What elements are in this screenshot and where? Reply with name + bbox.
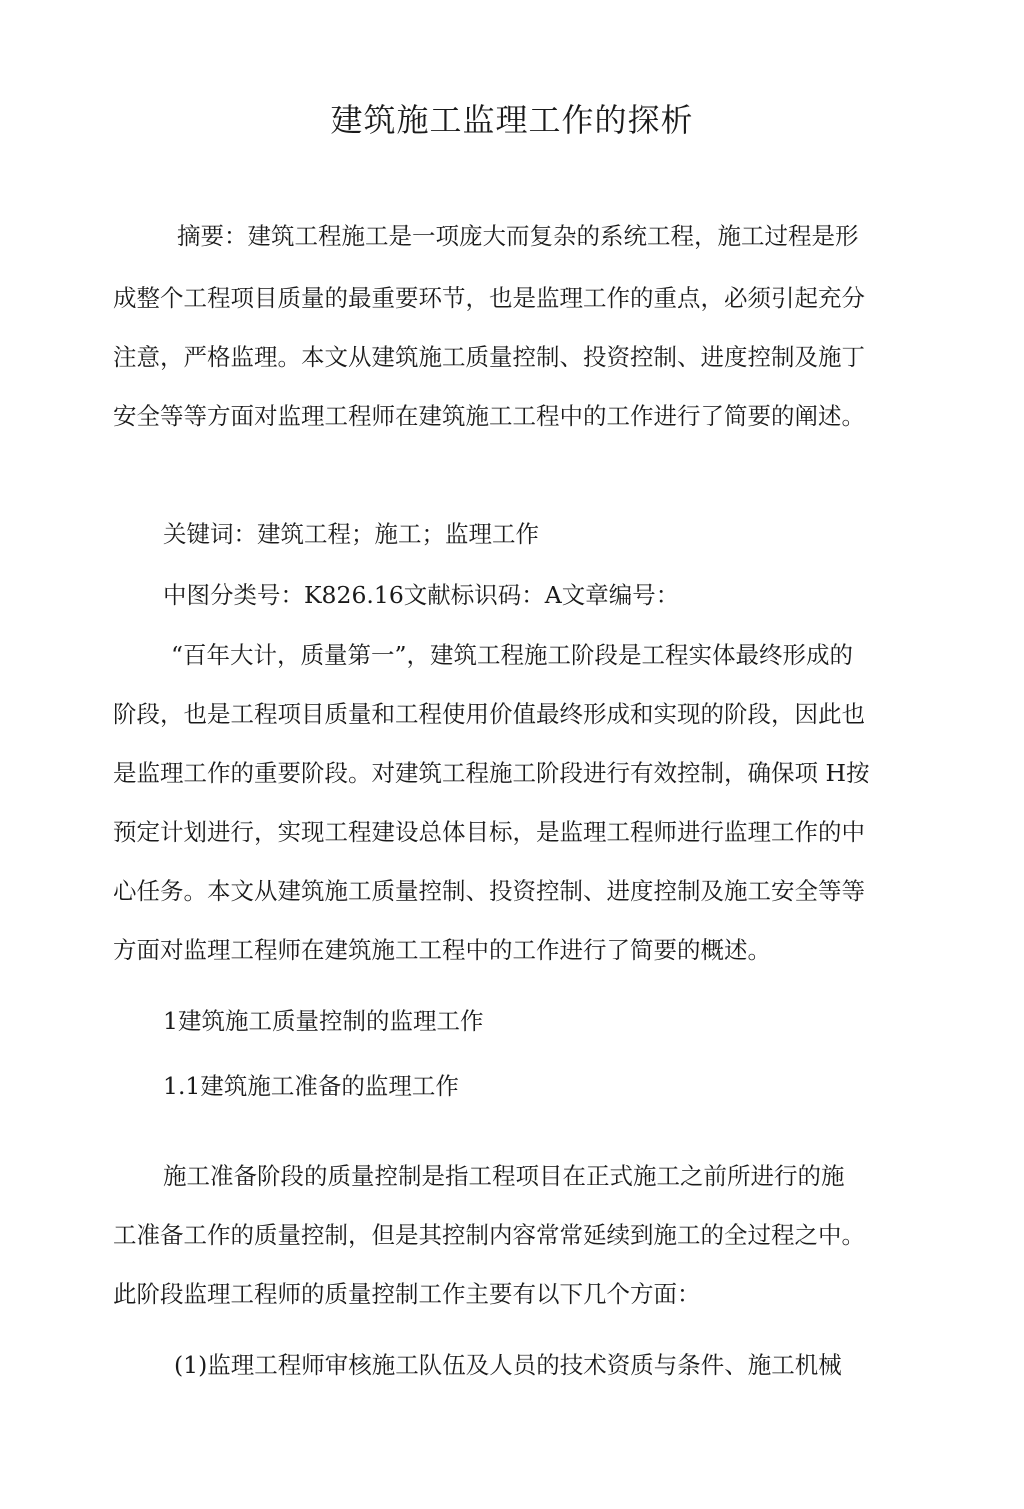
intro-line: 方面对监理工程师在建筑施工工程中的工作进行了简要的概述。 [113,936,771,964]
intro-line: “百年大计，质量第一”，建筑工程施工阶段是工程实体最终形成的 [171,641,854,669]
subsection-heading: 1.1建筑施工准备的监理工作 [163,1072,459,1100]
abstract-line: 安全等等方面对监理工程师在建筑施工工程中的工作进行了简要的阐述。 [113,402,865,430]
document-title: 建筑施工监理工作的探析 [330,101,694,139]
prep-line: 工准备工作的质量控制，但是其控制内容常常延续到施工的全过程之中。 [113,1221,865,1249]
list-item: (1)监理工程师审核施工队伍及人员的技术资质与条件、施工机械 [174,1351,842,1379]
abstract-line: 摘要：建筑工程施工是一项庞大而复杂的系统工程，施工过程是形 [177,222,859,250]
abstract-line: 成整个工程项目质量的最重要环节，也是监理工作的重点，必须引起充分 [113,284,865,312]
intro-line: 心任务。本文从建筑施工质量控制、投资控制、进度控制及施工安全等等 [113,877,865,905]
prep-line: 施工准备阶段的质量控制是指工程项目在正式施工之前所进行的施 [163,1162,845,1190]
keywords-line: 关键词：建筑工程；施工；监理工作 [163,520,539,548]
intro-line: 阶段，也是工程项目质量和工程使用价值最终形成和实现的阶段，因此也 [113,700,865,728]
prep-line: 此阶段监理工程师的质量控制工作主要有以下几个方面： [113,1280,701,1308]
section-heading: 1建筑施工质量控制的监理工作 [163,1007,484,1035]
abstract-line: 注意，严格监理。本文从建筑施工质量控制、投资控制、进度控制及施丁 [113,343,865,371]
intro-line: 预定计划进行，实现工程建设总体目标，是监理工程师进行监理工作的中 [113,818,865,846]
classification-line: 中图分类号：K826.16文献标识码：A文章编号： [163,581,680,609]
intro-line: 是监理工作的重要阶段。对建筑工程施工阶段进行有效控制，确保项 H按 [113,759,870,787]
